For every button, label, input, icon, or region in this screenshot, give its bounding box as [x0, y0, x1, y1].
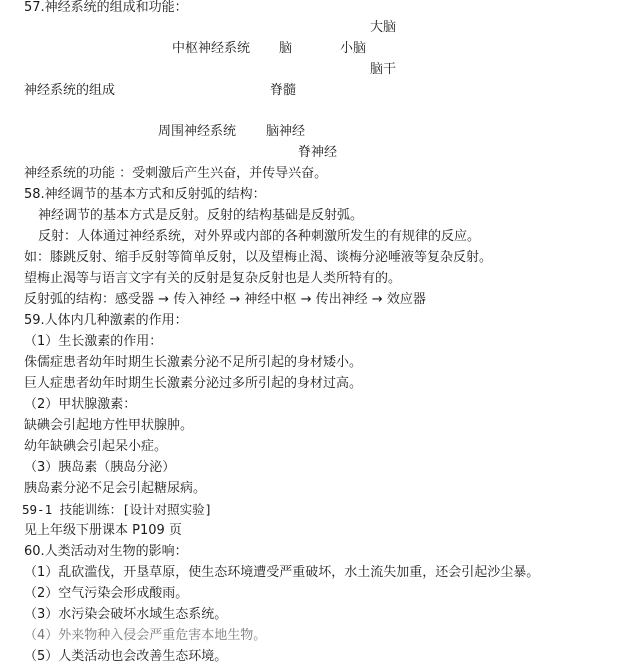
- section-59-1-reference: 见上年级下册课本 P109 页: [24, 523, 182, 538]
- thyroid-line-2: 幼年缺碘会引起呆小症。: [24, 439, 168, 454]
- section-58-line-4: 望梅止渴等与语言文字有关的反射是复杂反射也是人类所特有的。: [24, 271, 402, 286]
- arrow-icon: →: [158, 292, 170, 307]
- diagram-composition: 神经系统的组成: [24, 83, 116, 98]
- section-60-item-4: （4）外来物种入侵会严重危害本地生物。: [24, 628, 267, 643]
- reflex-arc-row: [24, 292, 426, 308]
- diagram-spinal-cord: 脊髓: [270, 83, 297, 98]
- diagram-cerebrum: 大脑: [370, 20, 397, 35]
- insulin-title: （3）胰岛素（胰岛分泌）: [24, 460, 176, 475]
- section-58-line-2: 反射：人体通过神经系统，对外界或内部的各种刺激所发生的有规律的反应。: [38, 229, 481, 244]
- reflex-arc-step: 神经中枢: [244, 292, 297, 307]
- section-60-item-3: （3）水污染会破坏水域生态系统。: [24, 607, 228, 622]
- growth-hormone-line-1: 侏儒症患者幼年时期生长激素分泌不足所引起的身材矮小。: [24, 355, 363, 370]
- arrow-icon: →: [371, 292, 383, 307]
- section-60-item-1: （1）乱砍滥伐，开垦草原，使生态环境遭受严重破坏，水土流失加重，还会引起沙尘暴。: [24, 565, 540, 580]
- diagram-cerebellum: 小脑: [340, 41, 367, 56]
- diagram-cns: 中枢神经系统: [172, 41, 251, 56]
- nervous-system-function: 神经系统的功能 ：受刺激后产生兴奋，并传导兴奋。: [24, 166, 328, 181]
- reflex-arc-step: 传入神经: [173, 292, 226, 307]
- reflex-arc-step: 感受器: [115, 292, 155, 307]
- growth-hormone-line-2: 巨人症患者幼年时期生长激素分泌过多所引起的身材过高。: [24, 376, 363, 391]
- diagram-spinal-nerves: 脊神经: [298, 145, 338, 160]
- diagram-pns: 周围神经系统: [158, 124, 237, 139]
- reflex-arc-step: 传出神经: [315, 292, 368, 307]
- section-59-1-heading: 59-1 技能训练：[设计对照实验]: [22, 502, 213, 517]
- diagram-cranial-nerves: 脑神经: [266, 124, 306, 139]
- arrow-icon: →: [300, 292, 312, 307]
- reflex-arc-step: 效应器: [386, 292, 426, 307]
- section-60-item-5: （5）人类活动也会改善生态环境。: [24, 649, 228, 664]
- section-58-heading: 58.神经调节的基本方式和反射弧的结构：: [24, 187, 266, 202]
- insulin-line-1: 胰岛素分泌不足会引起糖尿病。: [24, 481, 207, 496]
- section-58-line-1: 神经调节的基本方式是反射。反射的结构基础是反射弧。: [38, 208, 364, 223]
- section-58-line-3: 如：膝跳反射、缩手反射等简单反射，以及望梅止渴、谈梅分泌唾液等复杂反射。: [24, 250, 493, 265]
- thyroid-title: （2）甲状腺激素：: [24, 397, 137, 412]
- arrow-icon: →: [229, 292, 241, 307]
- diagram-brain: 脑: [279, 41, 293, 56]
- section-60-item-2: （2）空气污染会形成酸雨。: [24, 586, 189, 601]
- section-59-heading: 59.人体内几种激素的作用：: [24, 313, 188, 328]
- diagram-brainstem: 脑干: [370, 62, 397, 77]
- thyroid-line-1: 缺碘会引起地方性甲状腺肿。: [24, 418, 194, 433]
- growth-hormone-title: （1）生长激素的作用：: [24, 334, 163, 349]
- section-57-heading: 57.神经系统的组成和功能：: [24, 0, 188, 15]
- reflex-arc-label: 反射弧的结构：: [24, 292, 116, 307]
- section-60-heading: 60.人类活动对生物的影响：: [24, 544, 188, 559]
